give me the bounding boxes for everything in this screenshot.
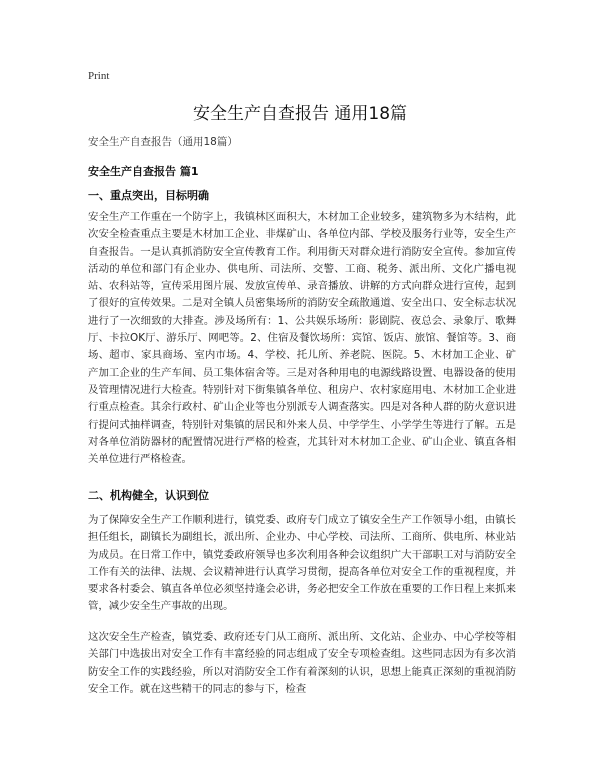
section-heading: 二、机构健全，认识到位 [88, 489, 209, 502]
body-paragraph: 这次安全生产检查，镇党委、政府还专门从工商所、派出所、文化站、企业办、中心学校等相关部门中选拔出对安全工作有丰富经验的同志组成了安全专项检查组。这些同志因为有多次消防安全工作的实践经验，所以对消防安全工作有着深刻的认识，思想上能真正深刻的重视消防安全工作。就在这些精干的同志的参与下，检查 [88, 631, 516, 695]
print-label: Print [88, 70, 110, 82]
part-heading: 安全生产自查报告 篇1 [88, 165, 199, 178]
body-paragraph: 为了保障安全生产工作顺利进行，镇党委、政府专门成立了镇安全生产工作领导小组，由镇长担任组长，副镇长为副组长，派出所、企业办、中心学校、司法所、工商所、供电所、林业站为成员。在日常工作中，镇党委政府领导也多次利用各种会议组织广大干部职工对与消防安全工作有关的法律、法规、会议精神进行认真学习贯彻，提高各单位对安全工作的重视程度，并要求各村委会、镇直各单位必须坚持逢会必讲，务必把安全工作放在重要的工作日程上来抓来管，减少安全生产事故的出现。 [88, 514, 516, 613]
document-subtitle: 安全生产自查报告（通用18篇） [88, 136, 238, 148]
body-paragraph: 安全生产工作重在一个防字上，我镇林区面积大，木材加工企业较多，建筑物多为木结构，此次安全检查重点主要是木材加工企业、非煤矿山、各单位内部、学校及服务行业等，安全生产自查报告。一是认真抓消防安全宣传教育工作。利用街天对群众进行消防安全宣传。参加宣传活动的单位和部门有企业办、供电所、司法所、交警、工商、税务、派出所、文化广播电视站、农科站等，宣传采用图片展、发放宣传单、录音播放、讲解的方式向群众进行宣传，起到了很好的宣传效果。二是对全镇人员密集场所的消防安全疏散通道、安全出口、安全标志状况进行了一次细致的大排查。涉及场所有：1、公共娱乐场所：影剧院、夜总会、录象厅、歌舞厅、卡拉OK厅、游乐厅、网吧等。2、住宿及餐饮场所：宾馆、饭店、旅馆、餐馆等。3、商场、超市、家具商场、室内市场。4、学校、托儿所、养老院、医院。5、木材加工企业、矿产加工企业的生产车间、员工集体宿舍等。三是对各种用电的电源线路设置、电器设备的使用及管理情况进行大检查。特别针对下街集镇各单位、租房户、农村家庭用电、木材加工企业进行重点检查。其余行政村、矿山企业等也分别派专人调查落实。四是对各种人群的防火意识进行提问式抽样调查，特别针对集镇的居民和外来人员、中学学生、小学学生等进行了解。五是对各单位消防器材的配置情况进行严格的检查，尤其针对木材加工企业、矿山企业、镇直各相关单位进行严格检查。 [88, 211, 516, 466]
document-title: 安全生产自查报告 通用18篇 [192, 104, 408, 124]
section-heading: 一、重点突出，目标明确 [88, 189, 209, 202]
